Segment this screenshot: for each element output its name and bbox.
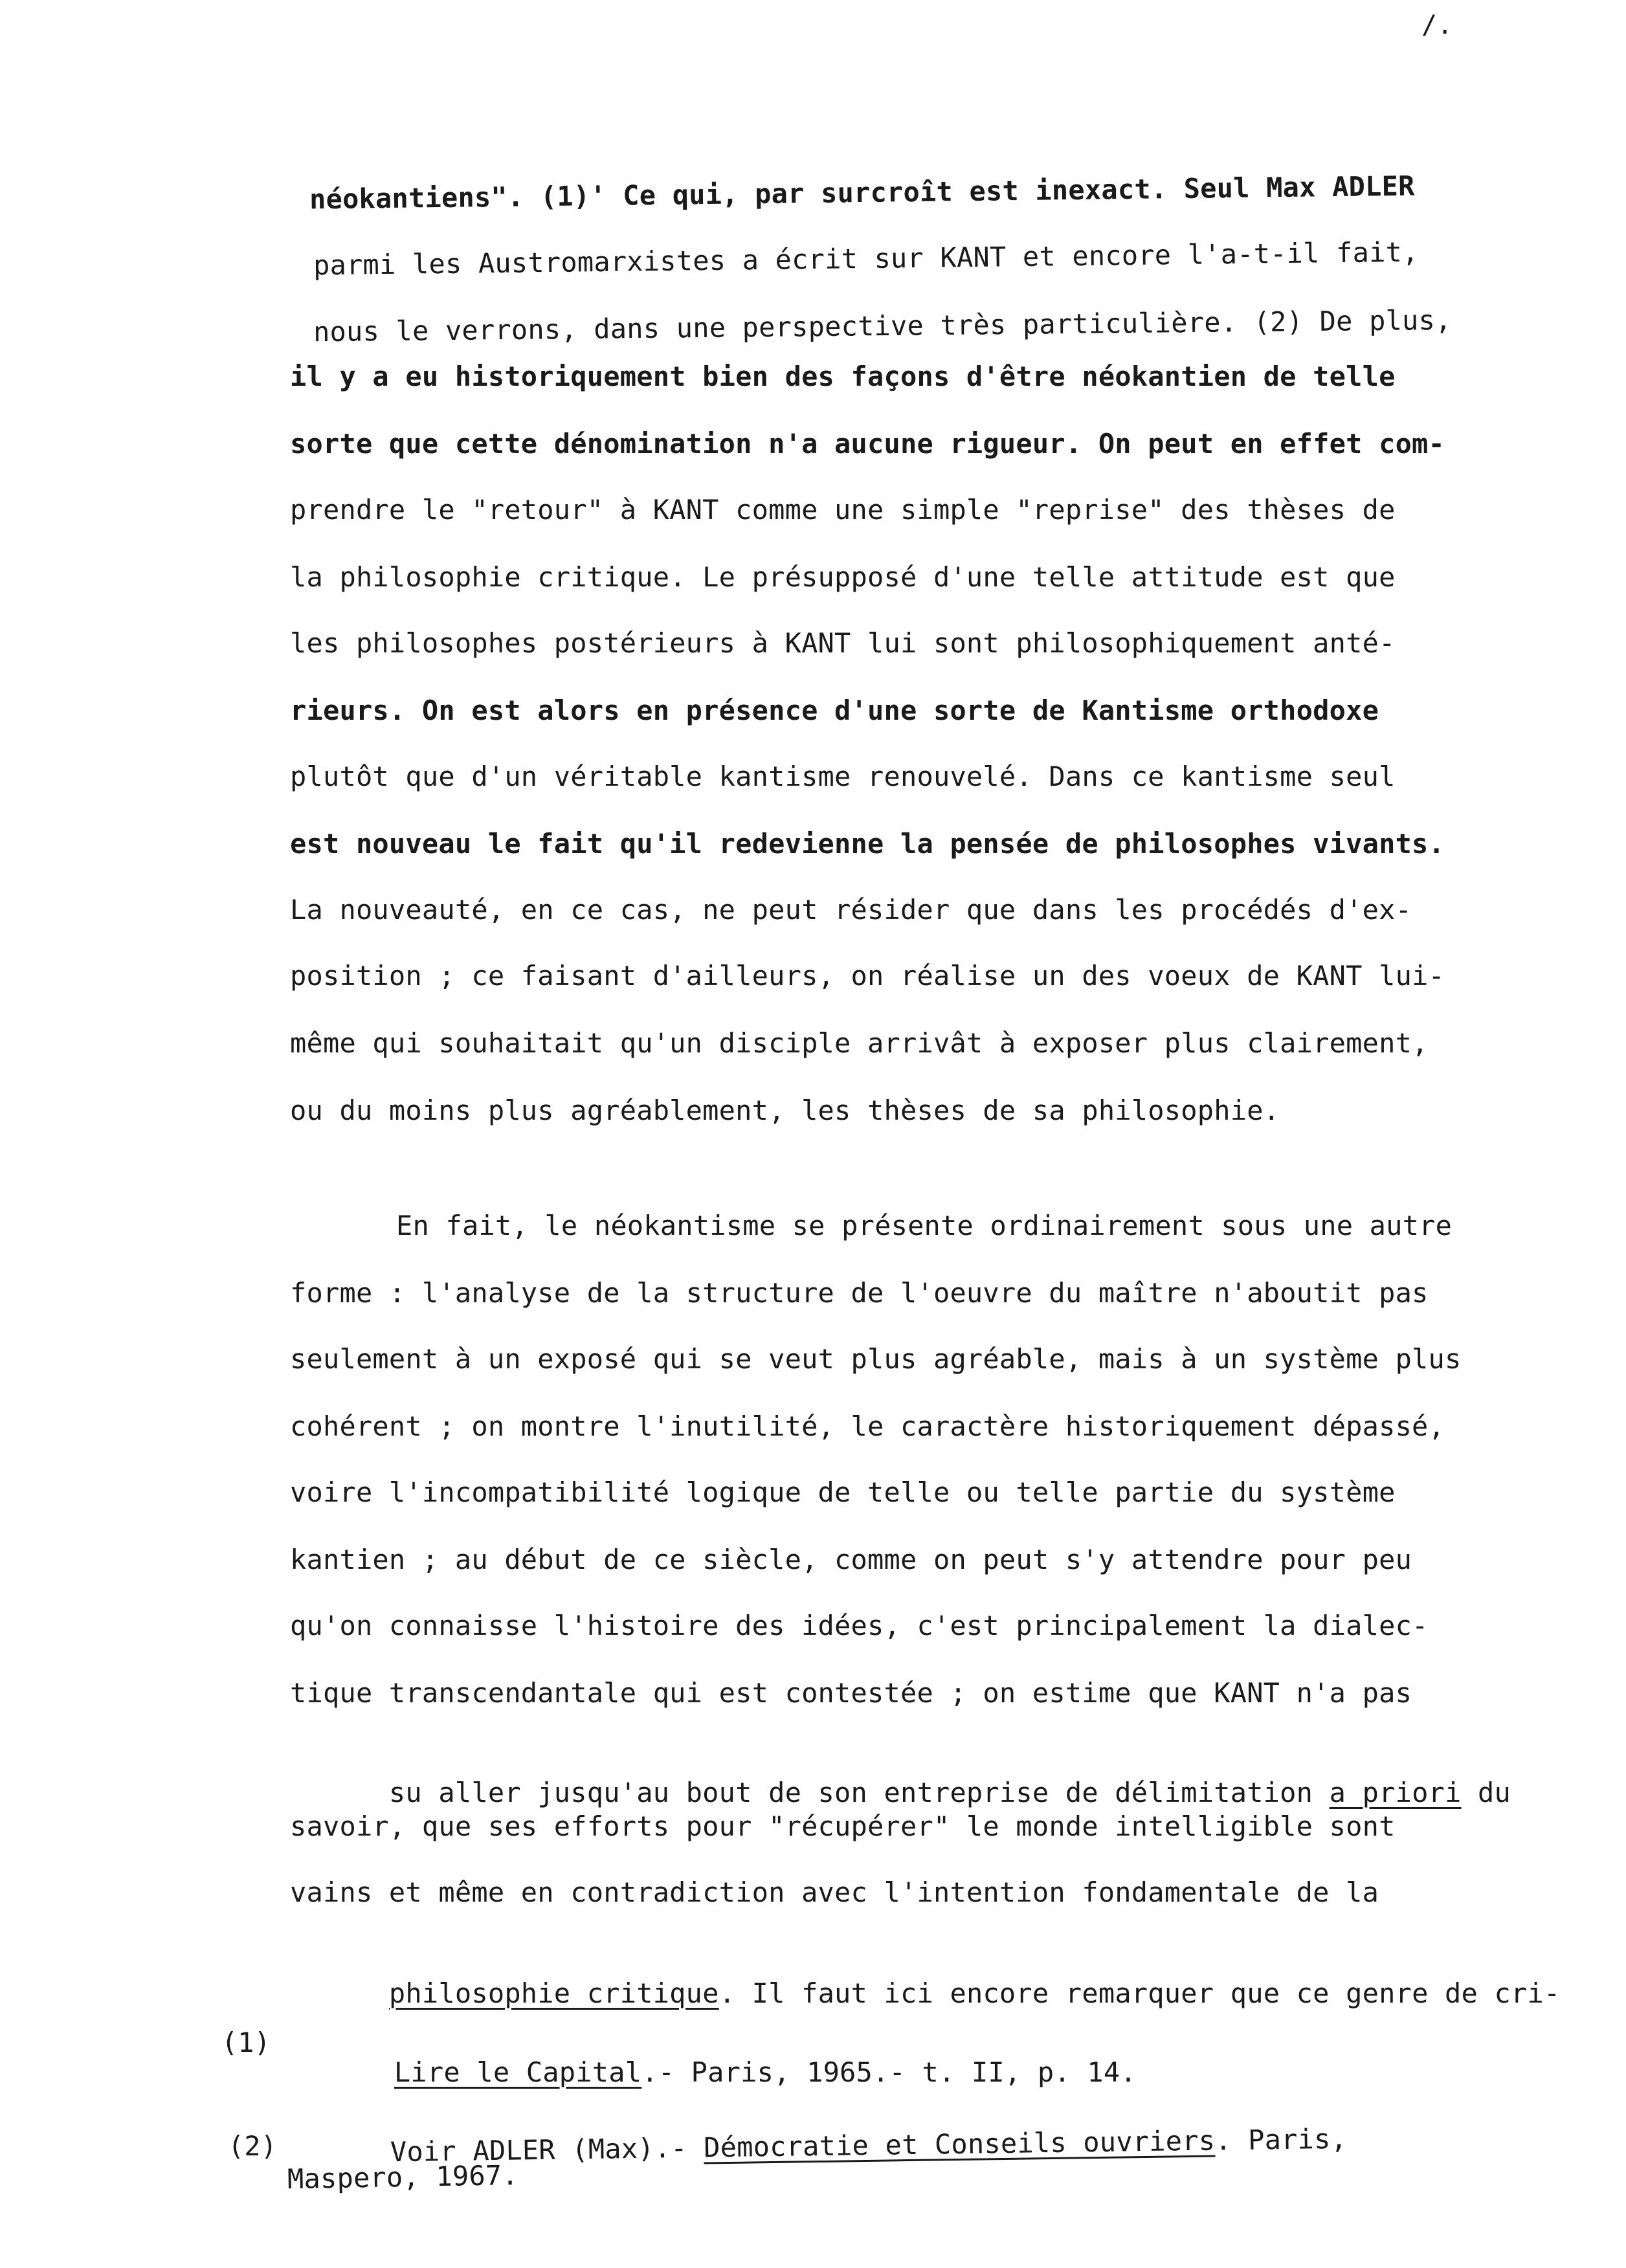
text-line: En fait, le néokantisme se présente ordinairement sous une autre — [396, 1210, 1453, 1241]
text-line: kantien ; au début de ce siècle, comme on peut s'y attendre pour peu — [290, 1544, 1412, 1575]
text-line: position ; ce faisant d'ailleurs, on réalise un des voeux de KANT lui- — [290, 960, 1445, 992]
text-line: tique transcendantale qui est contestée ; on estime que KANT n'a pas — [290, 1677, 1412, 1709]
footnote-2-number: (2) — [228, 2130, 277, 2162]
text-line: vains et même en contradiction avec l'intention fondamentale de la — [290, 1876, 1379, 1908]
footnote-1-title: Lire le Capital — [394, 2056, 642, 2088]
text-line: qu'on connaisse l'histoire des idées, c'est principalement la dialec- — [290, 1610, 1429, 1641]
text-line: forme : l'analyse de la structure de l'oeuvre du maître n'aboutit pas — [290, 1277, 1429, 1309]
footnote-2-line-2: Maspero, 1967. — [287, 2159, 519, 2196]
text-line: les philosophes postérieurs à KANT lui sont philosophiquement anté- — [290, 627, 1396, 659]
text-span: Voir ADLER (Max).- — [390, 2131, 704, 2168]
text-span: su aller jusqu'au bout de son entreprise de délimitation — [388, 1777, 1330, 1808]
page-number: /. — [1421, 10, 1453, 40]
text-line: plutôt que d'un véritable kantisme renouvelé. Dans ce kantisme seul — [290, 761, 1396, 792]
text-line: la philosophie critique. Le présupposé d'une telle attitude est que — [290, 561, 1396, 593]
text-line: seulement à un exposé qui se veut plus agréable, mais à un système plus — [290, 1343, 1462, 1375]
text-line: rieurs. On est alors en présence d'une sorte de Kantisme orthodoxe — [290, 695, 1379, 726]
text-line: ou du moins plus agréablement, les thèses de sa philosophie. — [290, 1095, 1280, 1126]
emphasis-a-priori: a priori — [1329, 1777, 1462, 1808]
text-line: néokantiens". (1)' Ce qui, par surcroît est inexact. Seul Max ADLER — [309, 170, 1415, 216]
text-line: est nouveau le fait qu'il redevienne la pensée de philosophes vivants. — [290, 828, 1445, 860]
text-line: sorte que cette dénomination n'a aucune rigueur. On peut en effet com- — [290, 428, 1445, 460]
text-line: il y a eu historiquement bien des façons d'être néokantien de telle — [290, 361, 1396, 392]
text-line: prendre le "retour" à KANT comme une simple "reprise" des thèses de — [290, 494, 1396, 526]
text-span: . Paris, — [1214, 2122, 1348, 2157]
text-line: La nouveauté, en ce cas, ne peut résider que dans les procédés d'ex- — [290, 894, 1412, 926]
text-line: même qui souhaitait qu'un disciple arrivât à exposer plus clairement, — [290, 1027, 1429, 1059]
footnote-2-title: Démocratie et Conseils ouvriers — [703, 2124, 1216, 2164]
text-span: du — [1461, 1777, 1511, 1808]
text-span: .- Paris, 1965.- t. II, p. 14. — [641, 2056, 1137, 2088]
text-line: voire l'incompatibilité logique de telle ou telle partie du système — [290, 1476, 1396, 1508]
emphasis-philosophie-critique: philosophie critique — [388, 1977, 719, 2009]
text-line: nous le verrons, dans une perspective très particulière. (2) De plus, — [313, 304, 1452, 348]
text-line: cohérent ; on montre l'inutilité, le caractère historiquement dépassé, — [290, 1410, 1445, 1442]
footnote-1-number: (1) — [221, 2027, 271, 2058]
text-line: savoir, que ses efforts pour "récupérer" le monde intelligible sont — [290, 1810, 1396, 1842]
text-span: . Il faut ici encore remarquer que ce genre de cri- — [718, 1977, 1561, 2009]
text-line: parmi les Austromarxistes a écrit sur KANT et encore l'a-t-il fait, — [313, 236, 1419, 282]
